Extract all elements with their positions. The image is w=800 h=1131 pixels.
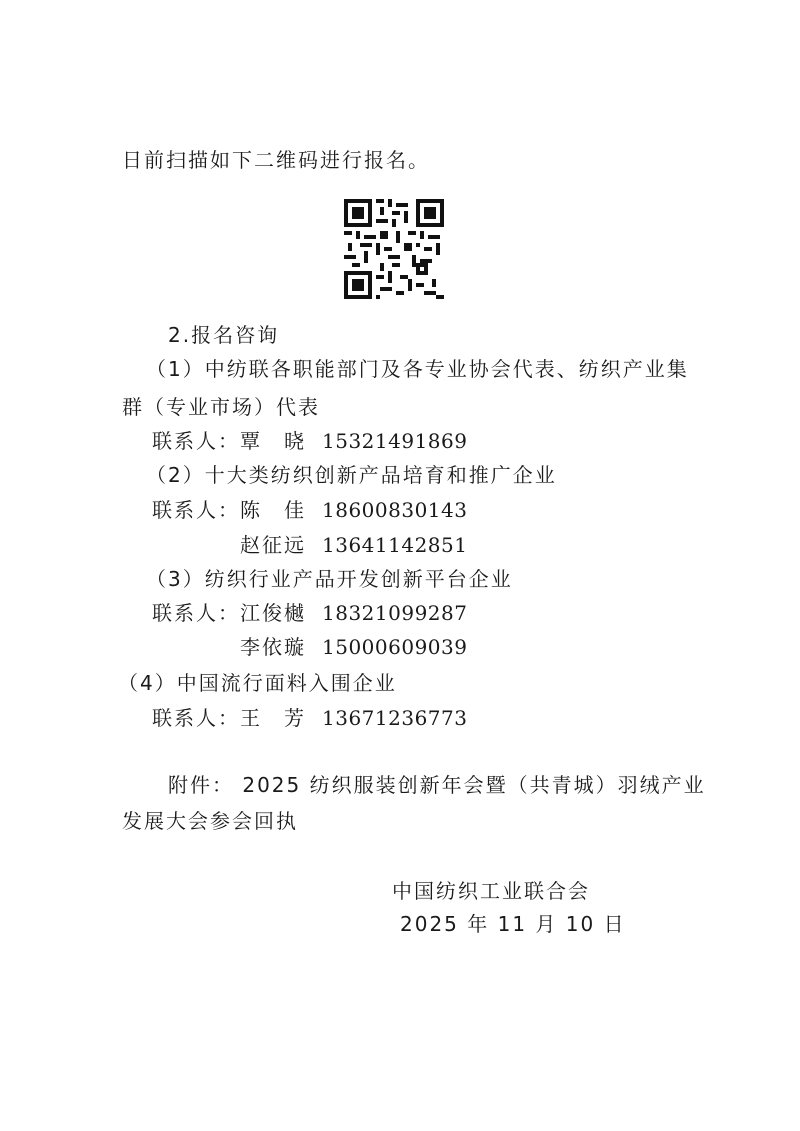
attachment-line2: 发展大会参会回执 [122,809,298,833]
signature-date: 2025 年 11 月 10 日 [400,912,626,936]
signature-org: 中国纺织工业联合会 [392,879,590,903]
group-1-contact [152,428,467,454]
contact-phone: 13641142851 [322,533,468,557]
contact-label: 联系人： [152,498,240,522]
attachment-line1: 附件： 2025 纺织服装创新年会暨（共青城）羽绒产业 [168,773,706,797]
group-1-title-line1: （1）中纺联各职能部门及各专业协会代表、纺织产业集 [146,357,689,381]
group-3-contact-1 [152,600,467,626]
section-title: 2.报名咨询 [168,323,280,347]
contact-label: 联系人： [152,429,240,453]
group-2-contact-1 [152,497,467,523]
group-4-title: （4）中国流行面料入围企业 [118,671,397,695]
contact-phone: 13671236773 [322,706,468,730]
contact-name: 覃 晓 [240,429,306,453]
group-2-contact-2 [240,532,467,558]
qr-code-icon[interactable] [344,199,444,299]
group-4-contact [152,705,467,731]
contact-name: 赵征远 [240,533,306,557]
intro-line: 日前扫描如下二维码进行报名。 [122,148,430,172]
contact-phone: 15000609039 [322,635,468,659]
contact-phone: 18321099287 [322,601,468,625]
contact-label: 联系人： [152,706,240,730]
group-2-title: （2）十大类纺织创新产品培育和推广企业 [146,463,557,487]
contact-name: 李依璇 [240,635,306,659]
group-3-contact-2 [240,634,467,660]
contact-label: 联系人： [152,601,240,625]
contact-name: 陈 佳 [240,498,306,522]
group-3-title: （3）纺织行业产品开发创新平台企业 [146,567,513,591]
contact-phone: 15321491869 [322,429,468,453]
contact-name: 王 芳 [240,706,306,730]
group-1-title-line2: 群（专业市场）代表 [122,395,320,419]
contact-phone: 18600830143 [322,498,468,522]
contact-name: 江俊樾 [240,601,306,625]
